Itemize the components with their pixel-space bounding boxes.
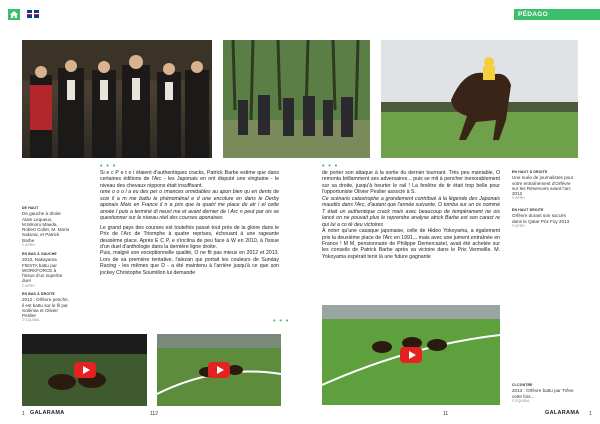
section-dots: • • • — [322, 163, 339, 170]
caption-nakayama: EN BAS À GAUCHE 2010, Nakayama FIESTA battu par WORKFORCE à l'issue d'un superbe duel © APRH — [22, 252, 63, 288]
galarama-logo-right: GALARAMA — [545, 410, 580, 416]
play-icon[interactable] — [400, 347, 422, 363]
photo-orfevre-prix-foy — [381, 40, 578, 158]
caption-orfevre-2012: EN BAS À DROITE 2012 : Orfèvre penche, il est battu sur le fil par Solémia et Olivier Peslier © EQUIDIA — [22, 292, 69, 323]
caption-journalists: EN HAUT À DROITE Une nuée de journalistes pour votre entraînement d'Orfèvre sur les Réservoirs avant l'arc 2012 © APRH — [512, 170, 574, 201]
caption-group-photo: DE HAUT De gauche à droite Alain Lequeux, M.Minoru Maeda, Robert Collet, M. Morio Sakurai, et Patrick Barbe © APRH — [22, 206, 70, 248]
photo-journalists-training — [223, 40, 370, 158]
page-number-left: 112 — [150, 411, 158, 417]
uk-flag-icon[interactable] — [27, 10, 39, 18]
footer-left-num: 1 — [22, 411, 25, 417]
page-number-right: 11 — [443, 411, 449, 417]
video-2013-arc[interactable] — [322, 305, 500, 405]
home-icon — [10, 11, 18, 18]
footer-right-num: 1 — [589, 411, 592, 417]
article-column-2: de porter son attaque à la sortie du dernier tournant. Très peu maniable, O remonta brillamment ses adversaires... puis se mit à pencher inexorablement sur sa droite, jusqu'à heurter le rail ! La fenêtre de tir était trop belle pour l'opportuniste Olivier Peslier associé à S. Ce scénario catastrophe a grandement contribué à la légende des Japonais maudits dans l'Arc, d'autant que l'année suivante, O tomba sur un os nommé T était un authentique crack mais avec beaucoup de tempérament ne ois lancé on ne pouvait plus le reprendre analyse atrick Barbe est son caract re qui lui a co té deu victoires À noter qu'une casaque japonaise, celle de Hideo Yokoyama, a également pris la deuxième place de l'Arc en 1991... mais avec une jument entraînée en France ! M M, pensionnaire de Philippe Demercastel, avait été achetée sur les conseils de Patrick Barbe après sa victoire dans le Prix Vermeille. M. Yokoyama espérait tenir là une future gagnante — [322, 170, 500, 260]
pedago-tab[interactable]: PÉDAGO — [514, 9, 600, 20]
home-button[interactable] — [8, 9, 20, 20]
article-column-1: Si e c P e t o i étaient d'authentiques cracks, Patrick Barbe estime que dans certaines éditions de l'Arc - les Japonais en ont disputé une vingtaine - le niveau des chevaux nippons était insuffisant. rene o o o l a eu des per o rmances ormidables au apon bien qu en dents de scie il a m me battu le phénoménal e d une encolure en dans le Derby aponais Mais en France il n a pris que la quatri me place du atr i el cette année l puis a terminé di neuvi me et avant dernier de l Arc n peut par ois se questionner sur le niveau réel des courses aponaises Le grand pays des courses est toutefois passé tout près de la gloire dans le Prix de l'Arc de Triomphe à quatre reprises, échouant à une rageante deuxième place. Après E C P, e s'inclina de peu face à W en 2010, à l'issue d'un duel d'anthologie dans la dernière ligne droite. Puis, malgré son exceptionnelle qualité, O ne fit pas mieux en 2012 et 2013. Lors de sa première tentative, l'alezan qui portait les couleurs de Sunday Racing - les mêmes que D - a été maintenu à l'arrière jusqu'à ce que son jockey Christophe Soumillon lui demande — [100, 170, 279, 276]
video-2010-arc[interactable] — [22, 334, 147, 406]
photo-group-ceremony — [22, 40, 212, 158]
play-icon[interactable] — [74, 362, 96, 378]
section-dots: • • • — [273, 318, 290, 325]
section-dots: • • • — [100, 163, 117, 170]
caption-treve-2013: CI-CONTRE 2013 : Orfèvre battu par Trêve cette fois... © EQUIDIA — [512, 383, 574, 403]
video-2012-arc[interactable] — [157, 334, 281, 406]
play-icon[interactable] — [208, 362, 230, 378]
caption-prix-foy: EN HAUT DROITE Orfèvre durant son succès dans le Qatar Prix Foy 2013 © APRH — [512, 208, 570, 228]
galarama-logo-left: GALARAMA — [30, 410, 65, 416]
